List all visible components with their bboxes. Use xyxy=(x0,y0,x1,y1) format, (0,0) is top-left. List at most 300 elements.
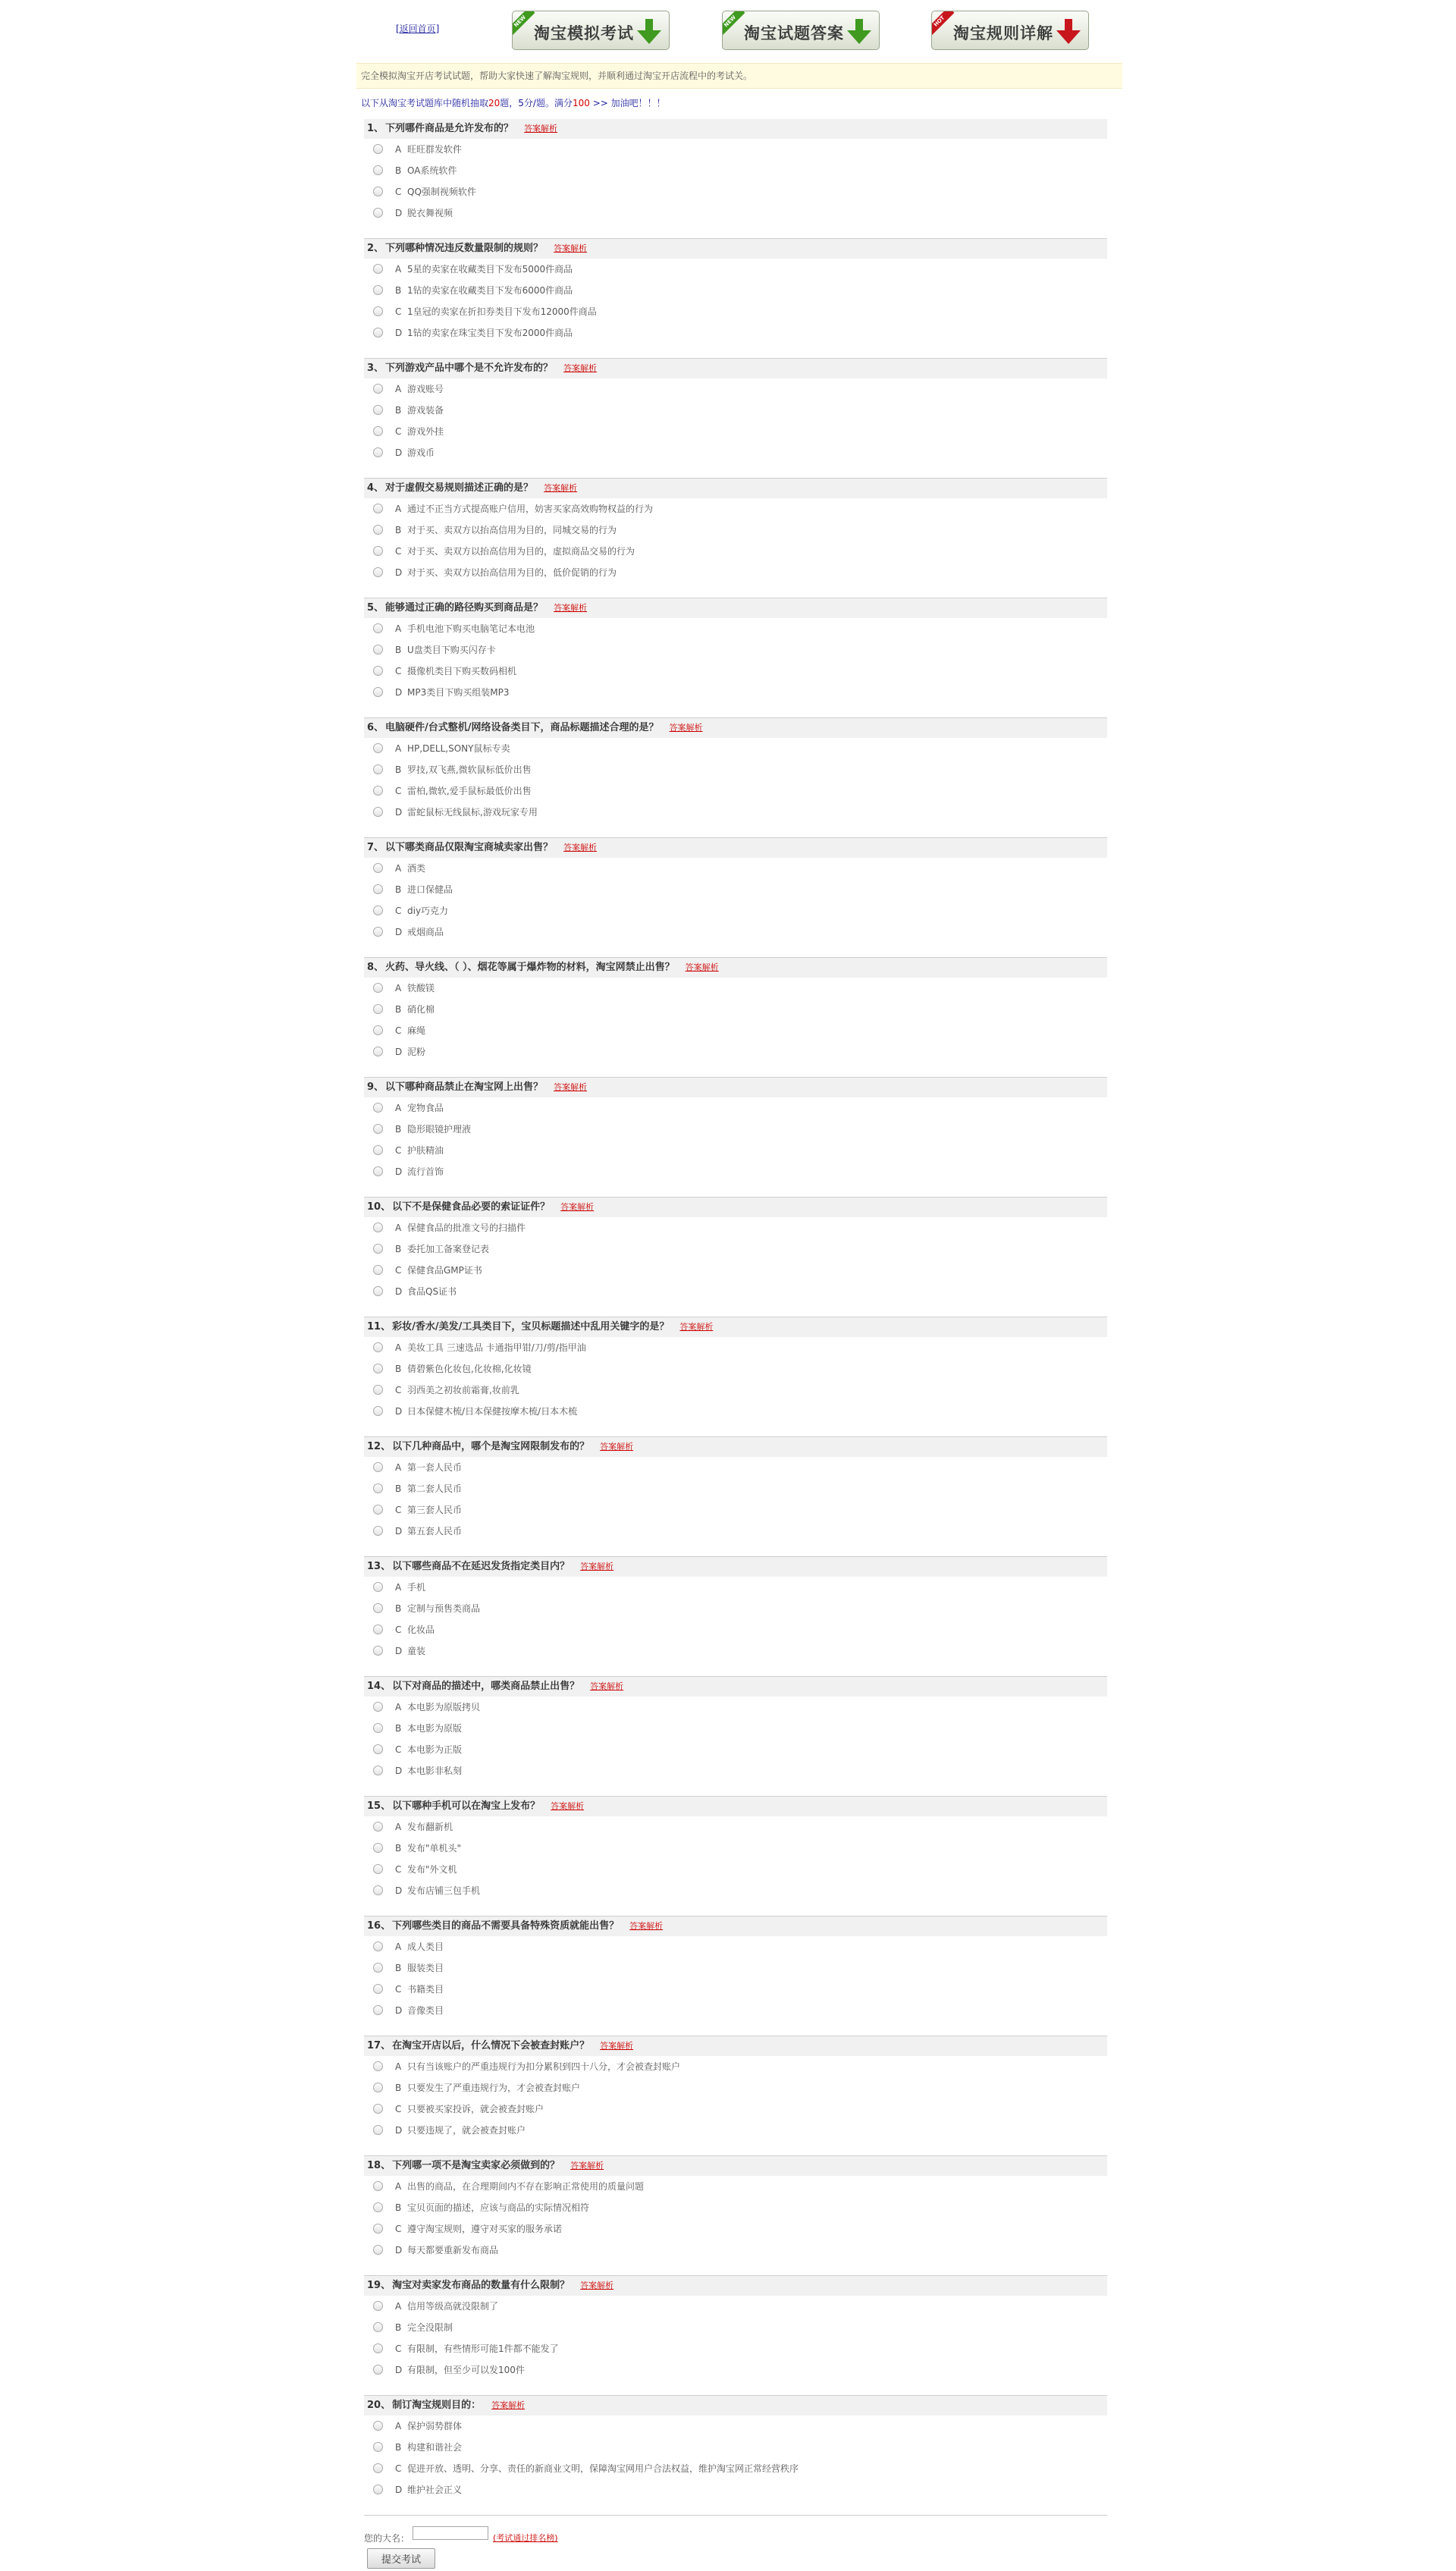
option-text: 化妆品 xyxy=(407,1625,435,1635)
question-title xyxy=(364,1797,1107,1816)
option-text: 摄像机类目下购买数码相机 xyxy=(407,666,517,676)
radio-button[interactable] xyxy=(373,1505,383,1515)
option-letter: D xyxy=(395,1166,403,1177)
radio-button[interactable] xyxy=(373,1047,383,1056)
answer-option[interactable] xyxy=(364,661,1107,682)
answer-option[interactable] xyxy=(364,1838,1107,1859)
full-score: 100 xyxy=(572,98,590,108)
radio-button[interactable] xyxy=(373,743,383,753)
radio-button[interactable] xyxy=(373,1103,383,1113)
answer-analysis-link[interactable]: 答案解析 xyxy=(563,363,598,373)
answer-option[interactable] xyxy=(364,1119,1107,1140)
radio-button[interactable] xyxy=(373,1984,383,1994)
answer-analysis-link[interactable]: 答案解析 xyxy=(554,243,588,253)
option-text: 通过不正当方式提高账户信用，妨害买家高效购物权益的行为 xyxy=(407,504,654,514)
radio-button[interactable] xyxy=(373,1223,383,1232)
question-title xyxy=(364,239,1107,259)
option-letter: A xyxy=(395,1342,402,1353)
option-letter: D xyxy=(395,2005,403,2016)
radio-button[interactable] xyxy=(373,1166,383,1176)
answer-option[interactable] xyxy=(364,160,1107,181)
radio-button[interactable] xyxy=(373,2463,383,2473)
option-letter: B xyxy=(395,1004,402,1015)
question-number: 9、 xyxy=(367,1081,384,1093)
answer-option[interactable] xyxy=(364,1697,1107,1718)
answer-option[interactable] xyxy=(364,1718,1107,1739)
answer-analysis-link[interactable]: 答案解析 xyxy=(551,1801,585,1811)
radio-button[interactable] xyxy=(373,927,383,937)
radio-button[interactable] xyxy=(373,2224,383,2234)
radio-button[interactable] xyxy=(373,2485,383,2494)
radio-button[interactable] xyxy=(373,405,383,415)
answer-option[interactable] xyxy=(364,1161,1107,1182)
answer-option[interactable] xyxy=(364,1217,1107,1238)
answer-option[interactable] xyxy=(364,1041,1107,1063)
question-text: 能够通过正确的路径购买到商品是？ xyxy=(385,602,544,614)
radio-button[interactable] xyxy=(373,208,383,218)
question-text: 以下哪种手机可以在淘宝上发布？ xyxy=(392,1800,541,1812)
radio-button[interactable] xyxy=(373,504,383,513)
answer-option[interactable] xyxy=(364,1097,1107,1119)
option-letter: C xyxy=(395,786,402,796)
radio-button[interactable] xyxy=(373,264,383,274)
radio-button[interactable] xyxy=(373,1582,383,1592)
radio-button[interactable] xyxy=(373,1483,383,1493)
radio-button[interactable] xyxy=(373,285,383,295)
radio-button[interactable] xyxy=(373,687,383,697)
question-item xyxy=(364,1916,1107,2036)
answer-option[interactable] xyxy=(364,2437,1107,2458)
answer-option[interactable] xyxy=(364,1140,1107,1161)
radio-button[interactable] xyxy=(373,2245,383,2255)
question-text: 下列哪件商品是允许发布的？ xyxy=(385,123,514,134)
radio-button[interactable] xyxy=(373,786,383,796)
option-letter: C xyxy=(395,666,402,676)
name-input[interactable] xyxy=(413,2526,488,2540)
answer-option[interactable] xyxy=(364,1380,1107,1401)
option-letter: D xyxy=(395,447,403,458)
answer-analysis-link[interactable]: 答案解析 xyxy=(679,1322,714,1332)
question-item xyxy=(364,1677,1107,1797)
answer-option[interactable] xyxy=(364,2176,1107,2197)
question-number: 10、 xyxy=(367,1201,391,1213)
question-number: 2、 xyxy=(367,243,384,254)
banner-title: 淘宝规则详解 xyxy=(953,24,1053,42)
radio-button[interactable] xyxy=(373,328,383,337)
name-label: 您的大名： xyxy=(364,2533,410,2544)
answer-option[interactable] xyxy=(364,442,1107,463)
radio-button[interactable] xyxy=(373,1265,383,1275)
option-text: 完全没限制 xyxy=(407,2322,453,2333)
option-letter: B xyxy=(395,884,402,895)
option-letter: D xyxy=(395,2125,403,2136)
option-text: 隐形眼镜护理液 xyxy=(407,1124,472,1135)
answer-option[interactable] xyxy=(364,1521,1107,1542)
radio-button[interactable] xyxy=(373,1124,383,1134)
answer-option[interactable] xyxy=(364,562,1107,583)
radio-button[interactable] xyxy=(373,144,383,154)
radio-button[interactable] xyxy=(373,2125,383,2135)
option-text: 保护弱势群体 xyxy=(407,2421,463,2431)
answer-option[interactable] xyxy=(364,541,1107,562)
question-title xyxy=(364,838,1107,858)
radio-button[interactable] xyxy=(373,2181,383,2191)
answer-option[interactable] xyxy=(364,2296,1107,2317)
radio-button[interactable] xyxy=(373,2322,383,2332)
answer-option[interactable] xyxy=(364,301,1107,322)
option-letter: A xyxy=(395,264,402,275)
radio-button[interactable] xyxy=(373,1462,383,1472)
radio-button[interactable] xyxy=(373,906,383,915)
option-letter: C xyxy=(395,2343,402,2354)
down-arrow-icon xyxy=(637,19,661,45)
question-number: 12、 xyxy=(367,1441,391,1452)
radio-button[interactable] xyxy=(373,1646,383,1656)
option-text: 戒烟商品 xyxy=(407,927,444,937)
option-text: 发布"单机头" xyxy=(407,1843,462,1854)
answer-option[interactable] xyxy=(364,378,1107,400)
answer-option[interactable] xyxy=(364,1499,1107,1521)
answer-option[interactable] xyxy=(364,999,1107,1020)
answer-option[interactable] xyxy=(364,1020,1107,1041)
radio-button[interactable] xyxy=(373,1766,383,1775)
question-text: 以下对商品的描述中，哪类商品禁止出售？ xyxy=(392,1681,580,1692)
question-item xyxy=(364,2036,1107,2156)
option-letter: C xyxy=(395,1984,402,1995)
radio-button[interactable] xyxy=(373,1145,383,1155)
radio-button[interactable] xyxy=(373,1025,383,1035)
answer-option[interactable] xyxy=(364,2077,1107,2099)
option-letter: C xyxy=(395,1025,402,1036)
question-title xyxy=(364,1437,1107,1457)
question-text: 彩妆/香水/美发/工具类目下，宝贝标题描述中乱用关键字的是？ xyxy=(392,1321,670,1333)
answer-analysis-link[interactable]: 答案解析 xyxy=(554,603,588,613)
radio-button[interactable] xyxy=(373,306,383,316)
answer-option[interactable] xyxy=(364,2479,1107,2500)
question-item xyxy=(364,718,1107,838)
answer-option[interactable] xyxy=(364,639,1107,661)
option-letter: B xyxy=(395,1843,402,1854)
option-letter: A xyxy=(395,504,402,514)
answer-option[interactable] xyxy=(364,879,1107,900)
answer-option[interactable] xyxy=(364,181,1107,202)
option-letter: D xyxy=(395,2365,403,2375)
answer-option[interactable] xyxy=(364,2197,1107,2218)
answer-option[interactable] xyxy=(364,322,1107,344)
answer-option[interactable] xyxy=(364,858,1107,879)
question-text: 下列哪种情况违反数量限制的规则？ xyxy=(385,243,544,254)
question-title xyxy=(364,2156,1107,2176)
radio-button[interactable] xyxy=(373,2365,383,2375)
option-text: 铁酸镁 xyxy=(407,983,435,994)
option-text: 只要违规了，就会被查封账户 xyxy=(407,2125,526,2136)
radio-button[interactable] xyxy=(373,2104,383,2114)
answer-option[interactable] xyxy=(364,1478,1107,1499)
radio-button[interactable] xyxy=(373,1963,383,1973)
answer-analysis-link[interactable]: 答案解析 xyxy=(580,2281,614,2290)
option-text: 宝贝页面的描述，应该与商品的实际情况相符 xyxy=(407,2202,590,2213)
answer-analysis-link[interactable]: 答案解析 xyxy=(560,1202,595,1212)
radio-button[interactable] xyxy=(373,983,383,993)
answer-option[interactable] xyxy=(364,139,1107,160)
answer-option[interactable] xyxy=(364,2416,1107,2437)
radio-button[interactable] xyxy=(373,1603,383,1613)
answer-analysis-link[interactable]: 答案解析 xyxy=(685,962,719,972)
radio-button[interactable] xyxy=(373,525,383,535)
answer-analysis-link[interactable]: 答案解析 xyxy=(491,2400,526,2410)
option-text: 雷柏,微软,爱手鼠标最低价出售 xyxy=(407,786,532,796)
radio-button[interactable] xyxy=(373,2083,383,2092)
answer-option[interactable] xyxy=(364,2000,1107,2021)
option-letter: A xyxy=(395,2061,402,2072)
answer-option[interactable] xyxy=(364,978,1107,999)
option-text: HP,DELL,SONY鼠标专卖 xyxy=(407,743,510,754)
banner-exam-answers[interactable] xyxy=(722,11,880,50)
radio-button[interactable] xyxy=(373,384,383,394)
option-letter: B xyxy=(395,525,402,535)
option-text: 构建和谐社会 xyxy=(407,2442,463,2453)
answer-option[interactable] xyxy=(364,1739,1107,1760)
answer-analysis-link[interactable]: 答案解析 xyxy=(570,2161,604,2171)
radio-button[interactable] xyxy=(373,666,383,676)
answer-option[interactable] xyxy=(364,1760,1107,1781)
answer-option[interactable] xyxy=(364,1979,1107,2000)
answer-option[interactable] xyxy=(364,1337,1107,1358)
option-text: 第一套人民币 xyxy=(407,1462,463,1473)
radio-button[interactable] xyxy=(373,1702,383,1712)
radio-button[interactable] xyxy=(373,1625,383,1634)
question-title xyxy=(364,479,1107,498)
answer-option[interactable] xyxy=(364,1859,1107,1880)
answer-option[interactable] xyxy=(364,2240,1107,2261)
answer-option[interactable] xyxy=(364,900,1107,921)
radio-button[interactable] xyxy=(373,1385,383,1395)
radio-button[interactable] xyxy=(373,1822,383,1832)
radio-button[interactable] xyxy=(373,546,383,556)
radio-button[interactable] xyxy=(373,1364,383,1373)
answer-option[interactable] xyxy=(364,2120,1107,2141)
option-text: 游戏装备 xyxy=(407,405,444,416)
question-item xyxy=(364,1437,1107,1557)
radio-button[interactable] xyxy=(373,2301,383,2311)
radio-button[interactable] xyxy=(373,1406,383,1416)
option-letter: D xyxy=(395,567,403,578)
radio-button[interactable] xyxy=(373,2005,383,2015)
radio-button[interactable] xyxy=(373,863,383,873)
answer-option[interactable] xyxy=(364,259,1107,280)
answer-option[interactable] xyxy=(364,1816,1107,1838)
banner-rules-detail[interactable] xyxy=(931,11,1089,50)
option-text: 本电影为正版 xyxy=(407,1744,463,1755)
question-item xyxy=(364,1078,1107,1198)
option-letter: A xyxy=(395,983,402,994)
radio-button[interactable] xyxy=(373,187,383,196)
option-letter: A xyxy=(395,144,402,155)
submit-exam-button[interactable]: 提交考试 xyxy=(367,2548,435,2569)
option-letter: B xyxy=(395,764,402,775)
answer-analysis-link[interactable]: 答案解析 xyxy=(544,483,578,493)
option-text: 发布店铺三包手机 xyxy=(407,1885,481,1896)
option-text: 1钻的卖家在收藏类目下发布6000件商品 xyxy=(407,285,573,296)
answer-analysis-link[interactable]: 答案解析 xyxy=(524,124,558,133)
answer-option[interactable] xyxy=(364,738,1107,759)
radio-button[interactable] xyxy=(373,567,383,577)
option-text: 进口保健品 xyxy=(407,884,453,895)
answer-option[interactable] xyxy=(364,1238,1107,1260)
option-text: 对于买、卖双方以抬高信用为目的，同城交易的行为 xyxy=(407,525,617,535)
option-letter: D xyxy=(395,1526,403,1537)
option-letter: D xyxy=(395,807,403,818)
option-text: 宠物食品 xyxy=(407,1103,444,1113)
answer-option[interactable] xyxy=(364,921,1107,943)
option-letter: B xyxy=(395,645,402,655)
radio-button[interactable] xyxy=(373,1843,383,1853)
question-number: 13、 xyxy=(367,1561,391,1572)
question-number: 4、 xyxy=(367,482,384,494)
option-text: 食品QS证书 xyxy=(407,1286,457,1297)
answer-analysis-link[interactable]: 答案解析 xyxy=(600,2041,634,2051)
answer-option[interactable] xyxy=(364,1957,1107,1979)
radio-button[interactable] xyxy=(373,426,383,436)
answer-option[interactable] xyxy=(364,618,1107,639)
answer-analysis-link[interactable]: 答案解析 xyxy=(554,1082,588,1092)
answer-option[interactable] xyxy=(364,1640,1107,1662)
answer-analysis-link[interactable]: 答案解析 xyxy=(600,1442,634,1452)
answer-option[interactable] xyxy=(364,2218,1107,2240)
option-letter: C xyxy=(395,2224,402,2234)
option-text: 游戏账号 xyxy=(407,384,444,394)
hot-ribbon: HOT xyxy=(931,11,954,36)
answer-analysis-link[interactable]: 答案解析 xyxy=(669,723,703,733)
option-text: 第三套人民币 xyxy=(407,1505,463,1515)
answer-option[interactable] xyxy=(364,1358,1107,1380)
radio-button[interactable] xyxy=(373,884,383,894)
option-text: 本电影为原版拷贝 xyxy=(407,1702,481,1712)
radio-button[interactable] xyxy=(373,1004,383,1014)
radio-button[interactable] xyxy=(373,2421,383,2431)
radio-button[interactable] xyxy=(373,1864,383,1874)
question-title xyxy=(364,2036,1107,2056)
question-number: 1、 xyxy=(367,123,384,134)
ranking-link[interactable]: (考试通过排名榜) xyxy=(493,2533,558,2543)
option-text: 雷蛇鼠标无线鼠标,游戏玩家专用 xyxy=(407,807,538,818)
option-letter: D xyxy=(395,1047,403,1057)
banner-mock-exam[interactable] xyxy=(512,11,670,50)
answer-analysis-link[interactable]: 答案解析 xyxy=(590,1681,624,1691)
option-letter: D xyxy=(395,208,403,218)
radio-button[interactable] xyxy=(373,764,383,774)
radio-button[interactable] xyxy=(373,1744,383,1754)
option-letter: C xyxy=(395,1625,402,1635)
radio-button[interactable] xyxy=(373,1885,383,1895)
answer-option[interactable] xyxy=(364,1598,1107,1619)
radio-button[interactable] xyxy=(373,2061,383,2071)
answer-option[interactable] xyxy=(364,280,1107,301)
option-text: 每天都要重新发布商品 xyxy=(407,2245,499,2256)
option-text: 对于买、卖双方以抬高信用为目的，低价促销的行为 xyxy=(407,567,617,578)
answer-option[interactable] xyxy=(364,1880,1107,1901)
question-number: 3、 xyxy=(367,363,384,374)
answer-option[interactable] xyxy=(364,400,1107,421)
answer-option[interactable] xyxy=(364,1281,1107,1302)
answer-option[interactable] xyxy=(364,780,1107,802)
option-letter: A xyxy=(395,1942,402,1952)
question-title xyxy=(364,1557,1107,1577)
question-number: 17、 xyxy=(367,2040,391,2051)
option-text: 护肤精油 xyxy=(407,1145,444,1156)
answer-option[interactable] xyxy=(364,802,1107,823)
radio-button[interactable] xyxy=(373,1244,383,1254)
radio-button[interactable] xyxy=(373,2202,383,2212)
option-letter: A xyxy=(395,2421,402,2431)
answer-option[interactable] xyxy=(364,2338,1107,2359)
question-text: 在淘宝开店以后，什么情况下会被查封账户？ xyxy=(392,2040,590,2051)
question-item xyxy=(364,239,1107,359)
option-text: 只要发生了严重违规行为，才会被查封账户 xyxy=(407,2083,581,2093)
answer-option[interactable] xyxy=(364,1457,1107,1478)
answer-option[interactable] xyxy=(364,1577,1107,1598)
answer-option[interactable] xyxy=(364,1619,1107,1640)
option-letter: D xyxy=(395,1646,403,1656)
back-home-link[interactable]: [返回首页] xyxy=(396,24,440,34)
question-item xyxy=(364,958,1107,1078)
option-letter: C xyxy=(395,1864,402,1875)
answer-analysis-link[interactable]: 答案解析 xyxy=(580,1562,614,1571)
option-letter: C xyxy=(395,1385,402,1395)
option-letter: A xyxy=(395,2301,402,2312)
answer-analysis-link[interactable]: 答案解析 xyxy=(563,843,598,852)
radio-button[interactable] xyxy=(373,645,383,655)
option-letter: A xyxy=(395,1702,402,1712)
answer-option[interactable] xyxy=(364,759,1107,780)
answer-option[interactable] xyxy=(364,1260,1107,1281)
radio-button[interactable] xyxy=(373,1942,383,1951)
answer-option[interactable] xyxy=(364,2458,1107,2479)
radio-button[interactable] xyxy=(373,2343,383,2353)
answer-option[interactable] xyxy=(364,421,1107,442)
radio-button[interactable] xyxy=(373,807,383,817)
radio-button[interactable] xyxy=(373,1526,383,1536)
radio-button[interactable] xyxy=(373,1286,383,1296)
answer-option[interactable] xyxy=(364,2359,1107,2381)
option-text: 本电影非私刻 xyxy=(407,1766,463,1776)
answer-option[interactable] xyxy=(364,520,1107,541)
answer-option[interactable] xyxy=(364,2056,1107,2077)
radio-button[interactable] xyxy=(373,2442,383,2452)
radio-button[interactable] xyxy=(373,623,383,633)
question-number: 11、 xyxy=(367,1321,391,1333)
option-letter: D xyxy=(395,1406,403,1417)
answer-option[interactable] xyxy=(364,202,1107,224)
radio-button[interactable] xyxy=(373,447,383,457)
answer-option[interactable] xyxy=(364,1936,1107,1957)
option-text: 罗技,双飞燕,微软鼠标低价出售 xyxy=(407,764,532,775)
radio-button[interactable] xyxy=(373,165,383,175)
answer-option[interactable] xyxy=(364,2099,1107,2120)
option-text: 硝化棉 xyxy=(407,1004,435,1015)
answer-option[interactable] xyxy=(364,2317,1107,2338)
question-item xyxy=(364,838,1107,958)
answer-option[interactable] xyxy=(364,498,1107,520)
option-letter: D xyxy=(395,1885,403,1896)
radio-button[interactable] xyxy=(373,1723,383,1733)
answer-option[interactable] xyxy=(364,682,1107,703)
option-letter: A xyxy=(395,743,402,754)
answer-analysis-link[interactable]: 答案解析 xyxy=(629,1921,664,1931)
new-ribbon: NEW xyxy=(722,11,745,36)
answer-option[interactable] xyxy=(364,1401,1107,1422)
radio-button[interactable] xyxy=(373,1342,383,1352)
